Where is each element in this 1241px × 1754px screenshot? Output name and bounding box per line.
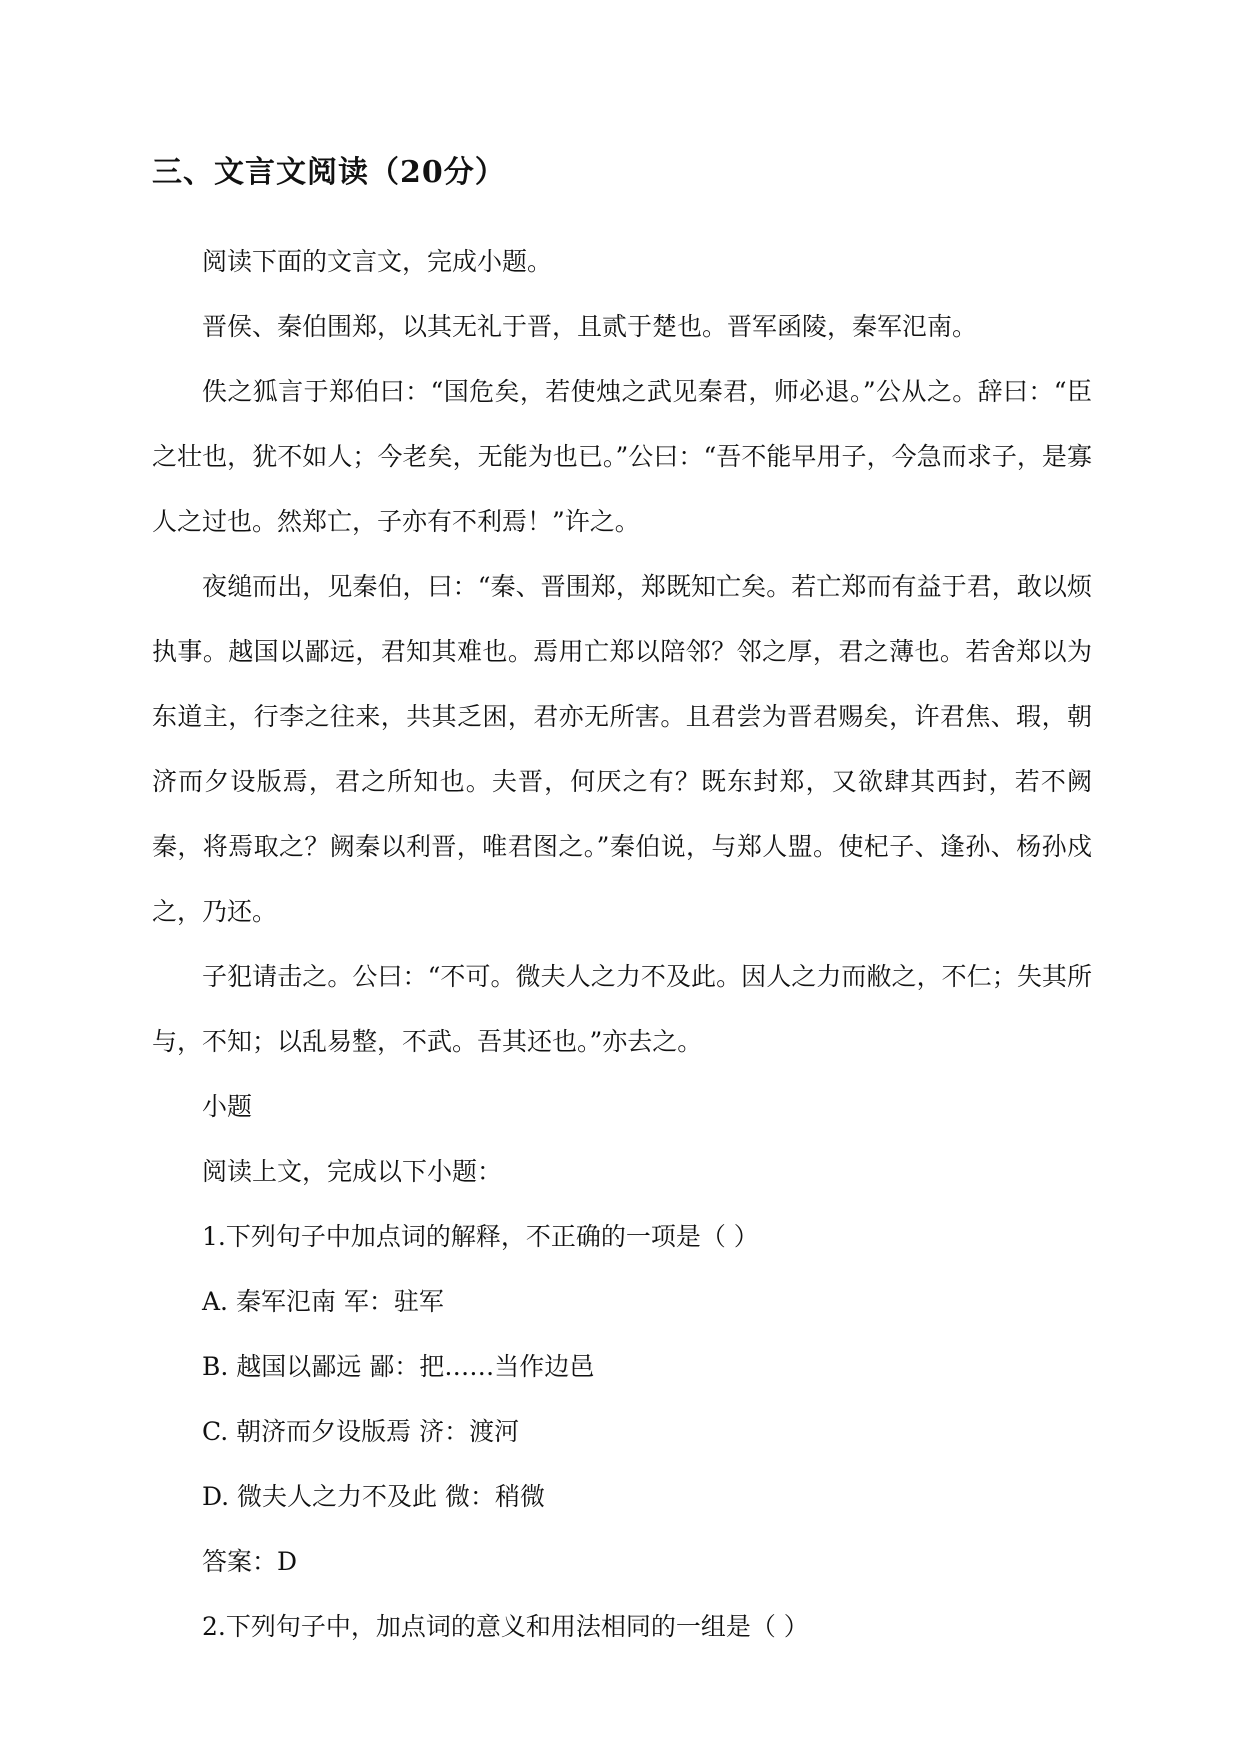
passage-paragraph-1: 晋侯、秦伯围郑，以其无礼于晋，且贰于楚也。晋军函陵，秦军氾南。 (202, 312, 978, 341)
question-1-option-d: D. 微夫人之力不及此 微：稍微 (202, 1482, 545, 1511)
question-1-option-c: C. 朝济而夕设版焉 济：渡河 (202, 1417, 520, 1446)
question-1-stem: 1.下列句子中加点词的解释，不正确的一项是（ ） (202, 1222, 759, 1251)
passage-paragraph-4: 子犯请击之。公曰：“不可。微夫人之力不及此。因人之力而敝之，不仁；失其所与，不知；以乱易整，不武。吾其还也。”亦去之。 (152, 962, 1092, 1056)
question-1-answer: 答案：D (202, 1547, 298, 1576)
sub-instruction: 阅读上文，完成以下小题： (202, 1157, 503, 1186)
subheading: 小题 (202, 1092, 253, 1121)
question-1-option-b: B. 越国以鄙远 鄙：把……当作边邑 (202, 1352, 595, 1381)
passage-paragraph-3: 夜缒而出，见秦伯，曰：“秦、晋围郑，郑既知亡矣。若亡郑而有益于君，敢以烦执事。越国以鄙远，君知其难也。焉用亡郑以陪邻？邻之厚，君之薄也。若舍郑以为东道主，行李之往来，共其乏困，君亦无所害。且君尝为晋君赐矣，许君焦、瑕，朝济而夕设版焉，君之所知也。夫晋，何厌之有？既东封郑，又欲肆其西封，若不阙秦，将焉取之？阙秦以利晋，唯君图之。”秦伯说，与郑人盟。使杞子、逢孙、杨孙戍之，乃还。 (152, 572, 1092, 926)
section-title: 三、文言文阅读（20分） (152, 155, 506, 190)
question-2-stem: 2.下列句子中，加点词的意义和用法相同的一组是（ ） (202, 1612, 809, 1641)
passage-paragraph-2: 佚之狐言于郑伯曰：“国危矣，若使烛之武见秦君，师必退。”公从之。辞曰：“臣之壮也，犹不如人；今老矣，无能为也已。”公曰：“吾不能早用子，今急而求子，是寡人之过也。然郑亡，子亦有不利焉！”许之。 (152, 377, 1092, 536)
question-1-option-a: A. 秦军氾南 军：驻军 (202, 1287, 444, 1316)
document-body (152, 229, 1092, 1659)
instruction-text: 阅读下面的文言文，完成小题。 (202, 247, 553, 276)
